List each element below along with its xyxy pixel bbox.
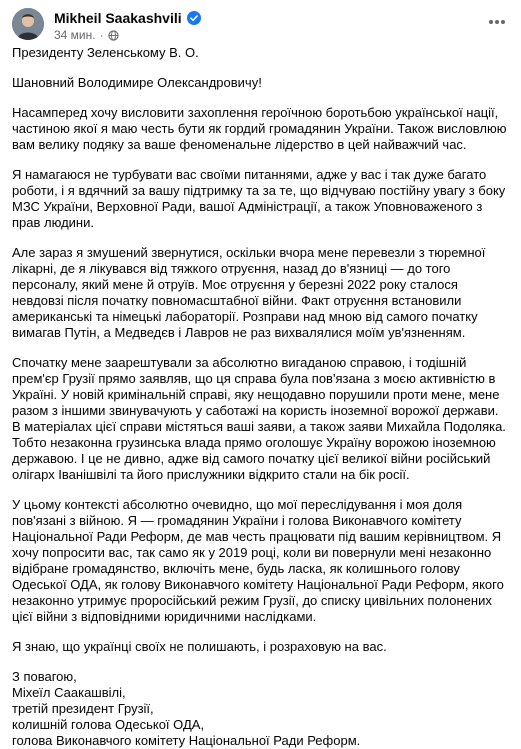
signature-line: третій президент Грузії, <box>12 701 154 716</box>
post-header <box>12 6 509 42</box>
post-paragraph: Я знаю, що українці своїх не полишають, і розраховую на вас. <box>12 639 387 654</box>
post-meta <box>54 28 119 42</box>
post-paragraph-addressee: Президенту Зеленському В. О. <box>12 45 199 60</box>
post-paragraph: Я намагаюся не турбувати вас своїми питаннями, адже у вас і так дуже багато роботи, і я вдячний за вашу підтримку та за те, що відчуваю постійну увагу з боку МЗС України, Верховної Ради, вашої Адміністрації, а також Уповноваженого з прав людини. <box>12 167 506 230</box>
post-time[interactable]: 34 мин. <box>54 28 96 42</box>
post-paragraph: У цьому контексті абсолютно очевидно, що мої переслідування і моя доля пов'язані з війною. Я — громадянин України і голова Виконавчого комітету Національної Ради Реформ, де мав честь працювати під вашим керівництвом. Я хочу попросити вас, так само як у 2019 році, коли ви повернули мені незаконно відібране громадянство, включіть мене, будь ласка, як колишнього голову Одеської ОДА, як голову Виконавчого комітету Національної Ради Реформ, якого незаконно утримує проросійський режим Грузії, до списку цивільних полонених цієї війни з відповідними юридичними наслідками. <box>12 497 504 624</box>
signature-block <box>12 669 510 749</box>
avatar-image <box>12 8 44 40</box>
signature-line: голова Виконавчого комітету Національної Ради Реформ. <box>12 733 361 748</box>
post-paragraph: Але зараз я змушений звернутися, оскільки вчора мене перевезли з тюремної лікарні, де я лікувався від тяжкого отруєння, назад до в'язниці — до того персоналу, який мене й отруїв. Моє отруєння у березні 2022 року сталося невдовзі після початку повномасштабної війни. Факт отруєння встановили американські та німецькі лабораторії. Розправи над мною від самого початку вимагав Путін, а Медведєв і Лавров не раз вихвалялися моїм ув'язненням. <box>12 245 486 340</box>
post-paragraph: Насамперед хочу висловити захоплення героїчною боротьбою української нації, частиною якої я маю честь бути як гордий громадянин України. Також висловлюю вам велику подяку за ваше феноменальне лідерство в цей найважчий час. <box>12 105 507 152</box>
author-name-row <box>54 10 201 26</box>
more-options-button[interactable] <box>485 12 509 32</box>
author-avatar[interactable] <box>12 8 44 40</box>
verified-badge-icon <box>187 11 201 25</box>
post-paragraph: Спочатку мене заарештували за абсолютно вигаданою справою, і тодішній прем'єр Грузії прямо заявляв, що ця справа була пов'язана з моєю активністю в Україні. У новій кримінальній справі, яку нещодавно порушили проти мене, мене разом з іншими звинувачують у саботажі на користь іноземної ворожої держави. В матеріалах цієї справи містяться ваші заяви, а також заяви Михайла Подоляка. Тобто незаконна грузинська влада прямо оголошує Україну ворожою іноземною державою. І це не дивно, адже від самого початку цієї великої війни російський олігарх Іванішвілі та його прислужники відкрито стали на бік росії. <box>12 355 506 482</box>
post-body <box>12 45 510 749</box>
signature-line: Міхеїл Саакашвілі, <box>12 685 126 700</box>
signature-line: З повагою, <box>12 669 77 684</box>
more-icon <box>488 19 506 25</box>
globe-icon[interactable] <box>108 30 119 41</box>
post-paragraph-greeting: Шановний Володимире Олександровичу! <box>12 75 262 90</box>
author-name[interactable]: Mikheil Saakashvili <box>54 10 182 26</box>
signature-line: колишній голова Одеської ОДА, <box>12 717 205 732</box>
meta-separator: · <box>99 28 104 42</box>
